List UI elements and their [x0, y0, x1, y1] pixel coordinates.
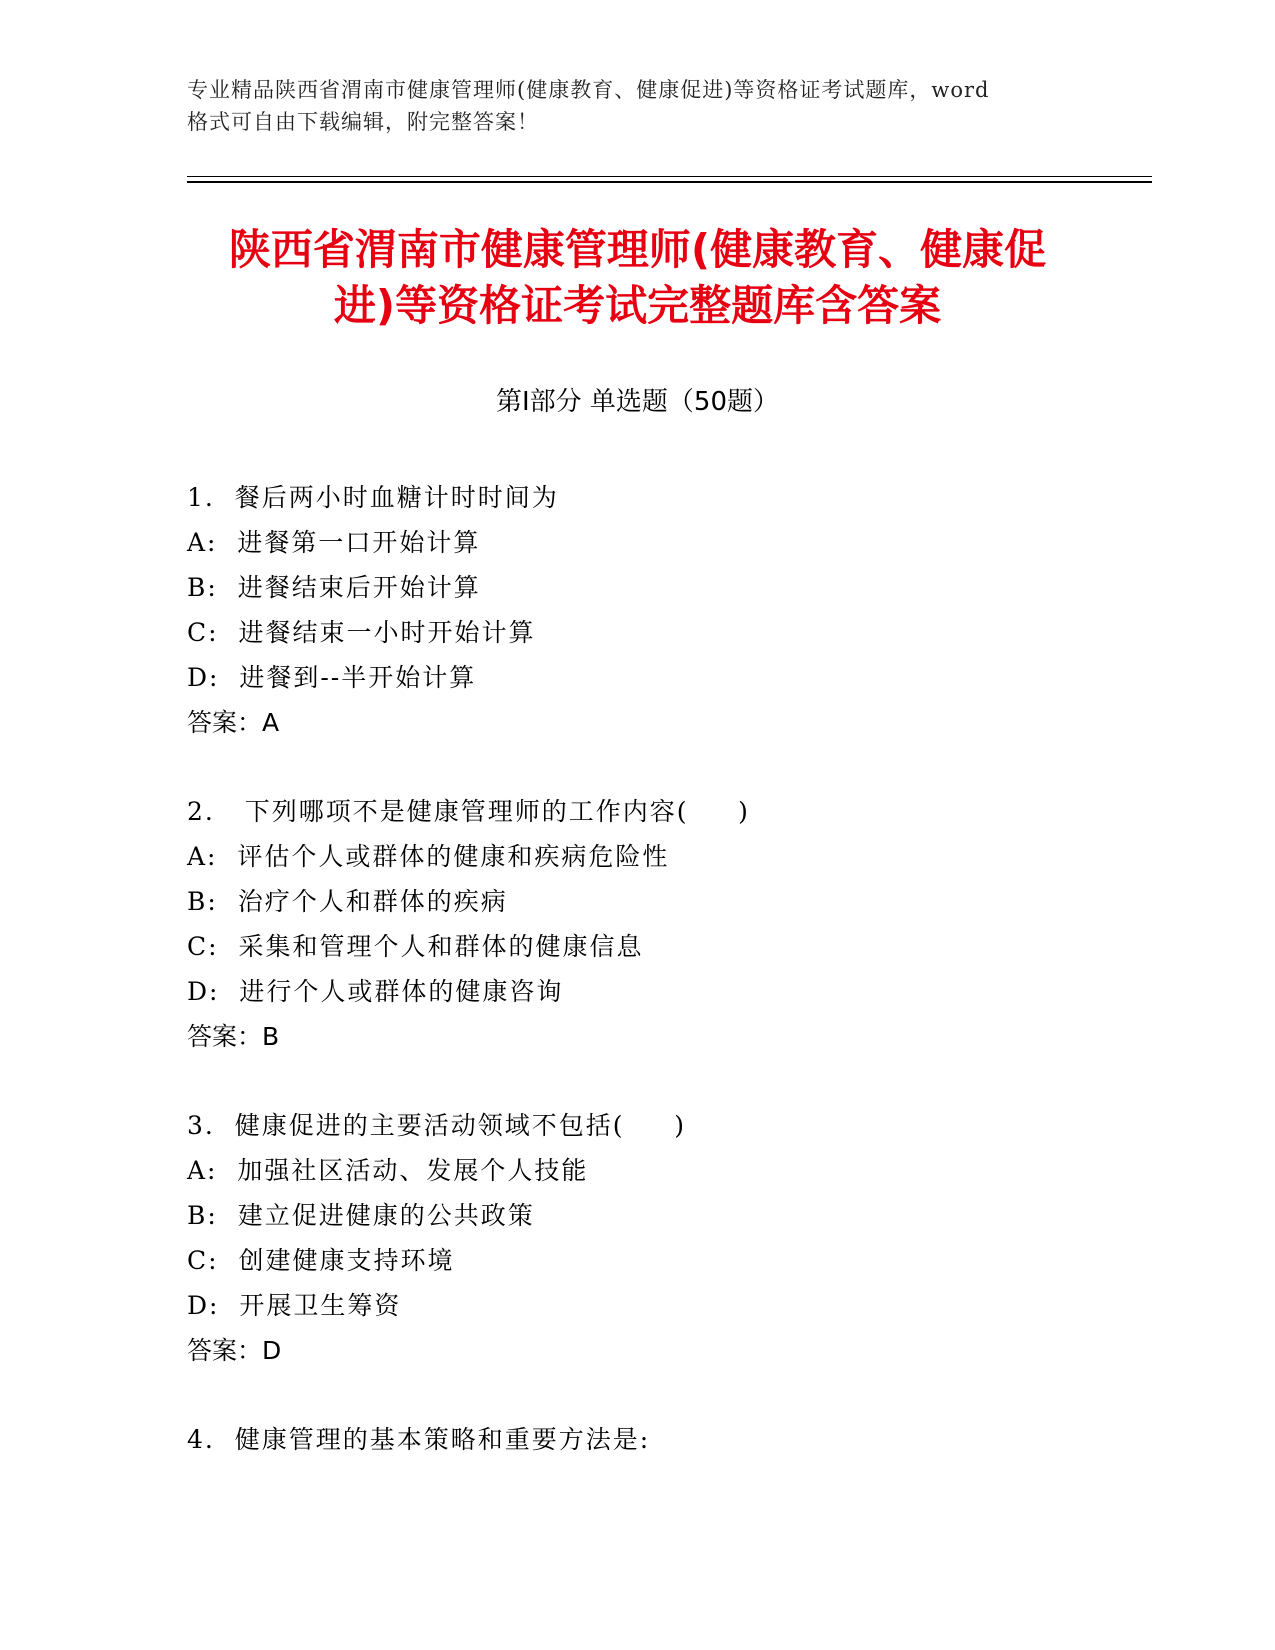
- question-1: [187, 475, 1147, 745]
- answer-label: 答案：D: [187, 1336, 282, 1365]
- question-stem: 3. 健康促进的主要活动领域不包括( ): [187, 1111, 686, 1140]
- option-c: C: 创建健康支持环境: [187, 1246, 455, 1275]
- option-d: D: 进行个人或群体的健康咨询: [187, 977, 564, 1006]
- header-divider-thin: [187, 176, 1152, 177]
- header-note: [187, 74, 1087, 138]
- question-2: [187, 789, 1147, 1059]
- header-note-line: 专业精品陕西省渭南市健康管理师(健康教育、健康促进)等资格证考试题库，word: [187, 78, 990, 102]
- question-3: [187, 1103, 1147, 1373]
- answer-label: 答案：A: [187, 708, 280, 737]
- option-a: A: 加强社区活动、发展个人技能: [187, 1156, 589, 1185]
- section-title: 第Ⅰ部分 单选题（50题）: [495, 387, 780, 417]
- header-divider-thick: [187, 181, 1152, 183]
- document-title-line: 进)等资格证考试完整题库含答案: [333, 281, 942, 330]
- option-a: A: 进餐第一口开始计算: [187, 528, 481, 557]
- answer-label: 答案：B: [187, 1022, 280, 1051]
- question-list: [187, 475, 1147, 1506]
- question-4: [187, 1417, 1147, 1462]
- question-stem: 1. 餐后两小时血糖计时时间为: [187, 483, 559, 512]
- option-c: C: 采集和管理个人和群体的健康信息: [187, 932, 644, 961]
- header-note-line: 格式可自由下载编辑，附完整答案！: [187, 110, 539, 134]
- option-a: A: 评估个人或群体的健康和疾病危险性: [187, 842, 670, 871]
- option-d: D: 开展卫生筹资: [187, 1291, 402, 1320]
- option-b: B: 进餐结束后开始计算: [187, 573, 481, 602]
- question-stem: 4. 健康管理的基本策略和重要方法是:: [187, 1425, 651, 1454]
- document-title: [150, 222, 1125, 334]
- option-d: D: 进餐到--半开始计算: [187, 663, 477, 692]
- option-b: B: 治疗个人和群体的疾病: [187, 887, 508, 916]
- question-stem: 2. 下列哪项不是健康管理师的工作内容( ): [187, 797, 750, 826]
- option-b: B: 建立促进健康的公共政策: [187, 1201, 535, 1230]
- document-title-line: 陕西省渭南市健康管理师(健康教育、健康促: [228, 225, 1047, 274]
- option-c: C: 进餐结束一小时开始计算: [187, 618, 536, 647]
